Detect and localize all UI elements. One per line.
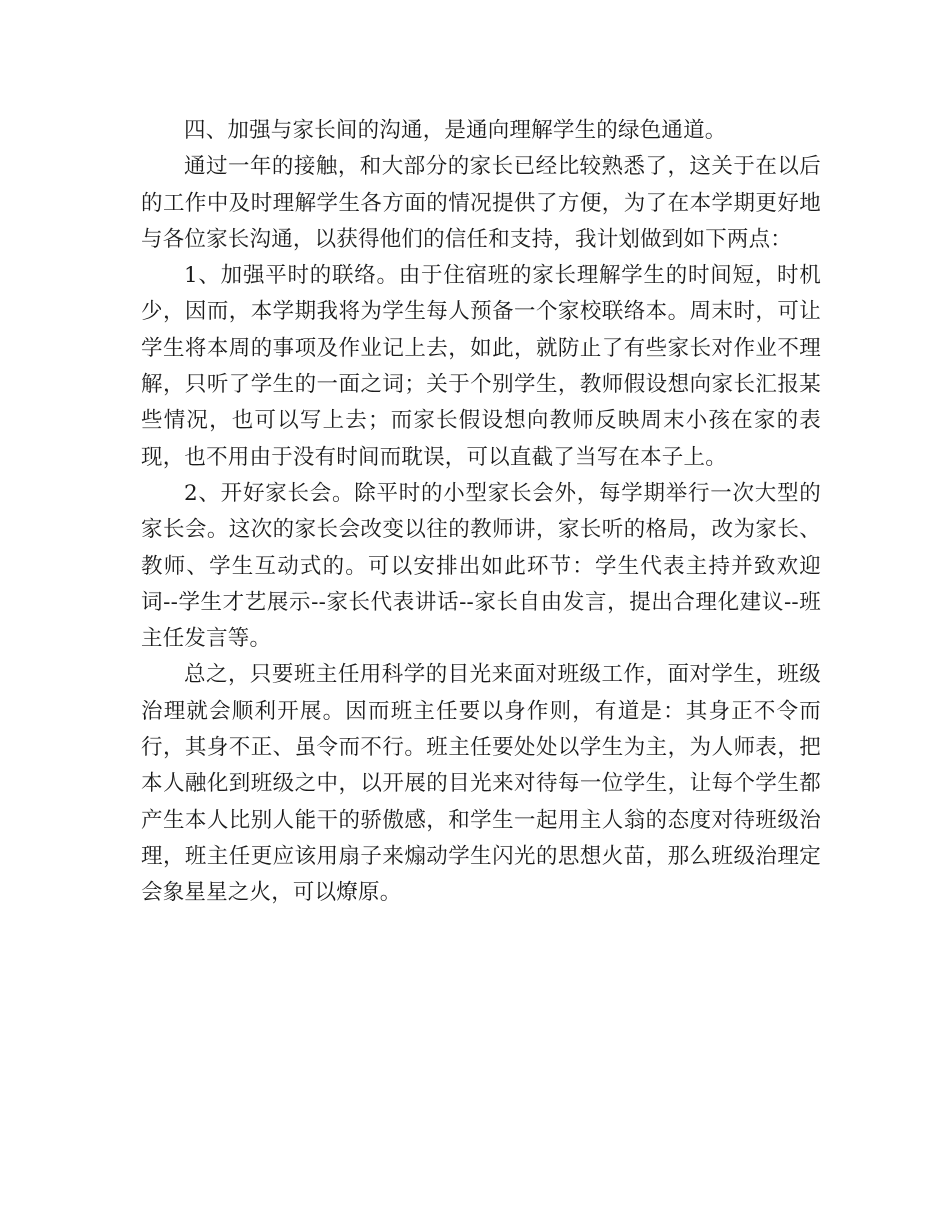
document-body — [141, 113, 821, 912]
paragraph-conclusion: 总之，只要班主任用科学的目光来面对班级工作，面对学生，班级治理就会顺利开展。因而班主任要以身作则，有道是：其身正不令而行，其身不正、虽令而不行。班主任要处处以学生为主，为人师表，把本人融化到班级之中，以开展的目光来对待每一位学生，让每个学生都产生本人比别人能干的骄傲感，和学生一起用主人翁的态度对待班级治理，班主任更应该用扇子来煽动学生闪光的思想火苗，那么班级治理定会象星星之火，可以燎原。 — [141, 662, 821, 906]
paragraph-intro: 通过一年的接触，和大部分的家长已经比较熟悉了，这关于在以后的工作中及时理解学生各方面的情况提供了方便，为了在本学期更好地与各位家长沟通，以获得他们的信任和支持，我计划做到如下两点： — [141, 154, 821, 252]
paragraph-point-2: 2、开好家长会。除平时的小型家长会外，每学期举行一次大型的家长会。这次的家长会改变以往的教师讲，家长听的格局，改为家长、教师、学生互动式的。可以安排出如此环节：学生代表主持并致欢迎词--学生才艺展示--家长代表讲话--家长自由发言，提出合理化建议--班主任发言等。 — [141, 480, 821, 652]
section-heading: 四、加强与家长间的沟通，是通向理解学生的绿色通道。 — [184, 118, 727, 143]
paragraph-point-1: 1、加强平时的联络。由于住宿班的家长理解学生的时间短，时机少，因而，本学期我将为学生每人预备一个家校联络本。周末时，可让学生将本周的事项及作业记上去，如此，就防止了有些家长对作业不理解，只听了学生的一面之词；关于个别学生，教师假设想向家长汇报某些情况，也可以写上去；而家长假设想向教师反映周末小孩在家的表现，也不用由于没有时间而耽误，可以直截了当写在本子上。 — [141, 263, 821, 470]
